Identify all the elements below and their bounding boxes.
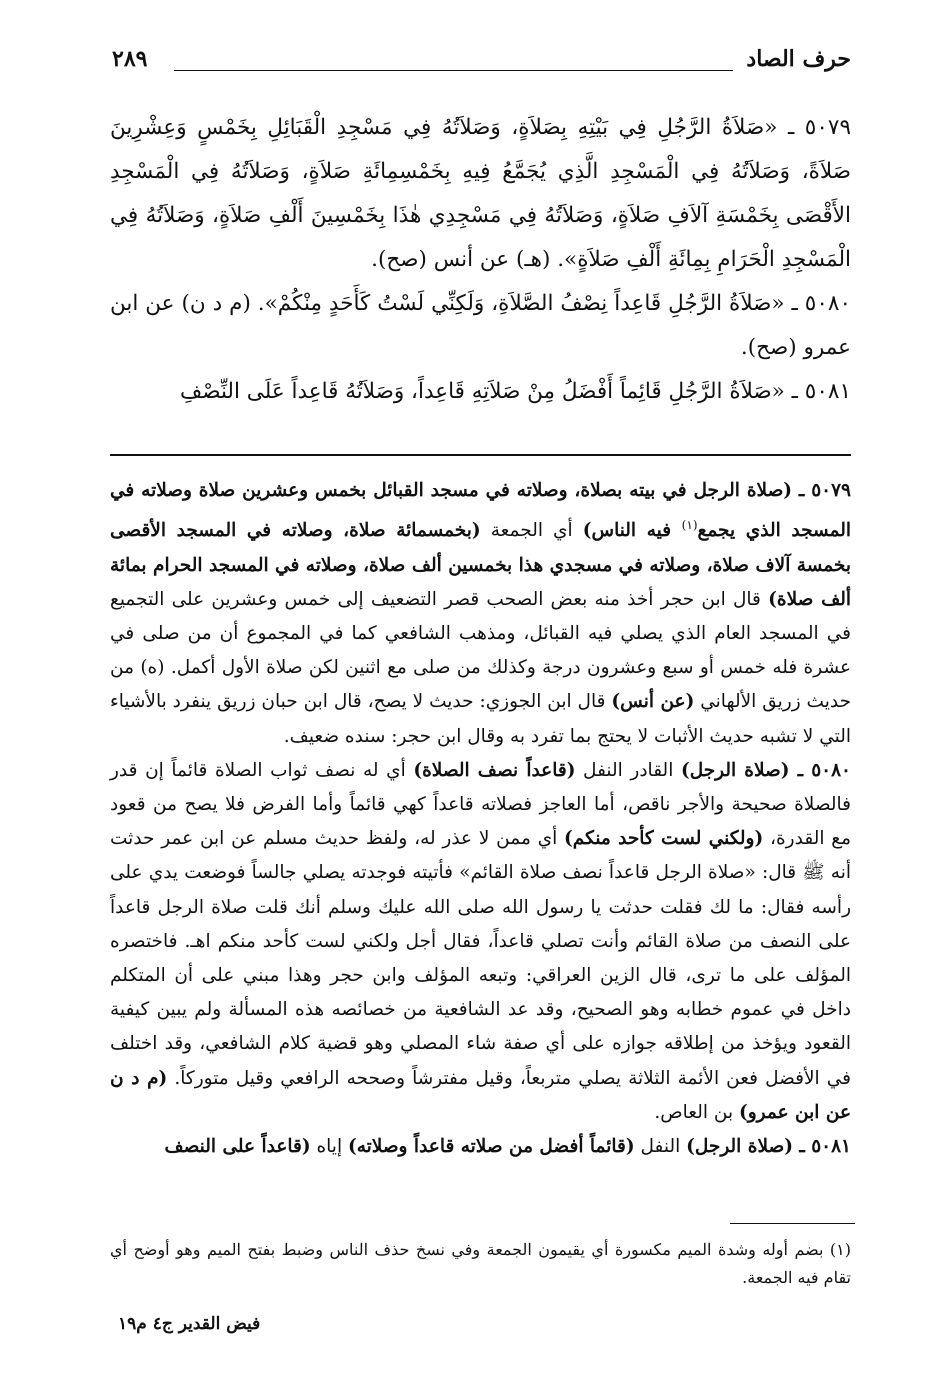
commentary-text: قال ابن حجر أخذ منه بعض الصحب قصر التضعيف إلى خمس وعشرين على التجميع في المسجد العام الذي يصلي فيه القبائل، ومذهب الشافعي كما في المجموع أن من صلى في عشرة فله خمس أو سبع وعشرون درجة وكذلك من صلى مع اثنين لكن صلاة الأول أكمل. (ه) من حديث زريق الألهاني (110, 588, 852, 713)
commentary-bold: (قاعداً على النصف (164, 1136, 311, 1158)
signature-mark: فيض القدير ج٤ م١٩ (118, 1314, 261, 1334)
commentary-bold: ٥٠٨١ ـ (صلاة الرجل) (686, 1136, 851, 1158)
commentary-text: بن العاص. (654, 1101, 739, 1123)
commentary-5081 (110, 1130, 851, 1164)
footnote-text: (١) بضم أوله وشدة الميم مكسورة أي يقيمون الجمعة وفي نسخ حذف الناس وضبط بفتح الميم وهو أوضح أي تقام فيه الجمعة. (110, 1240, 851, 1287)
commentary-bold: ٥٠٧٩ ـ (صلاة الرجل في بيته بصلاة، وصلاته في مسجد القبائل بخمس وعشرين صلاة وصلاته في المسجد الذي يجمع (110, 480, 851, 542)
commentary-text: أي له نصف ثواب الصلاة قائماً إن قدر فالصلاة صحيحة والأجر ناقص، أما العاجز فصلاته قاعداً كهي قائماً وأما الفرض فلا يصح من قعود مع القدرة، (110, 759, 851, 850)
commentary-5080 (110, 754, 851, 1130)
section-divider (110, 454, 851, 456)
footnote-rule (730, 1223, 855, 1224)
commentary-bold: (بخمسمائة صلاة، وصلاته في المسجد الأقصى بخمسة آلاف صلاة، وصلاته في مسجدي هذا بخمسين ألف صلاة، وصلاته في المسجد الحرام بمائة ألف صلاة) (110, 520, 852, 610)
footnote-ref[interactable]: (١) (681, 518, 698, 533)
commentary-bold: فيه الناس) (582, 520, 682, 542)
commentary-bold: (ولكني لست كأحد منكم) (564, 828, 764, 850)
hadith-5080: ٥٠٨٠ ـ «صَلاَةُ الرَّجُلِ قَاعِداً نِصْفُ الصَّلاَةِ، وَلَكِنِّي لَسْتُ كَأَحَدٍ مِنْكُمْ». (م د ن) عن ابن عمرو (صح). (110, 291, 851, 360)
commentary-text: إياه (310, 1136, 348, 1158)
chapter-title: حرف الصاد (746, 46, 851, 72)
page-header (112, 46, 851, 80)
hadith-5079: ٥٠٧٩ ـ «صَلاَةُ الرَّجُلِ فِي بَيْتِهِ بِصَلاَةٍ، وَصَلاَتُهُ فِي مَسْجِدِ الْقَبَائِلِ بِخَمْسٍ وَعِشْرِينَ صَلاَةً، وَصَلاَتُهُ فِي الْمَسْجِدِ الَّذِي يُجَمَّعُ فِيهِ بِخَمْسِمِائَةِ صَلاَةٍ، وَصَلاَتُهُ فِي الْمَسْجِدِ الأَقْصَى بِخَمْسَةِ آلاَفِ صَلاَةٍ، وَصَلاَتُهُ فِي مَسْجِدِي هٰذَا بِخَمْسِينَ أَلْفِ صَلاَةٍ، وَصَلاَتُهُ فِي الْمَسْجِدِ الْحَرَامِ بِمِائَةِ أَلْفِ صَلاَةٍ». (هـ) عن أنس (صح). (110, 115, 852, 272)
commentary-bold: (قائماً أفضل من صلاته قاعداً وصلاته) (347, 1136, 635, 1158)
header-rule (174, 70, 733, 71)
hadith-5081: ٥٠٨١ ـ «صَلاَةُ الرَّجُلِ قَائِماً أَفْضَلُ مِنْ صَلاَتِهِ قَاعِداً، وَصَلاَتُهُ قَاعِداً عَلَى النِّصْفِ (180, 379, 851, 404)
commentary-bold: ٥٠٨٠ ـ (صلاة الرجل) (680, 759, 851, 781)
commentary-bold: (عن أنس) (611, 691, 695, 713)
commentary-bold: (قاعداً نصف الصلاة) (413, 759, 576, 781)
commentary-text: النفل (634, 1136, 687, 1158)
commentary-text: قال ابن الجوزي: حديث لا يصح، قال ابن حبان زريق ينفرد بالأشياء التي لا تشبه حديث الأثبات لا يحتج بما تفرد به وقال ابن حجر: سنده ضعيف. (110, 691, 851, 747)
commentary-text: القادر النفل (575, 759, 681, 781)
commentary-5079 (110, 474, 851, 754)
page-number: ٢٨٩ (112, 46, 148, 72)
commentary-text: أي ممن لا عذر له، ولفظ حديث مسلم عن ابن عمر حدثت أنه ﷺ قال: «صلاة الرجل قاعداً نصف صلاة القائم» فأتيته فوجدته يصلي جالساً فوضعت يدي على رأسه فقال: ما لك فقلت حدثت يا رسول الله صلى الله عليك وسلم أنك قلت صلاة الرجل قاعداً على النصف من صلاة القائم وأنت تصلي قاعداً، فقال أجل ولكني لست كأحد منكم اهـ. فاختصره المؤلف على ما ترى، قال الزين العراقي: وتبعه المؤلف وابن حجر وهذا مبني على أن المتكلم داخل في عموم خطابه وهو الصحيح، وقد عد الشافعية من خصائصه هذه المسألة ولم يبين كيفية القعود ويؤخذ من إطلاقه جوازه على أي صفة شاء المصلي وهو قضية كلام الشافعي، وقد اختلف في الأفضل فعن الأئمة الثلاثة يصلي متربعاً، وقيل مفترشاً وصححه الرافعي وقيل متوركاً. (110, 828, 852, 1089)
commentary-bold: (م د ن عن ابن عمرو) (110, 1067, 851, 1123)
footnote (110, 1236, 851, 1292)
commentary (110, 474, 851, 1164)
hadith-text (110, 106, 851, 414)
commentary-text: أي الجمعة (480, 520, 583, 542)
